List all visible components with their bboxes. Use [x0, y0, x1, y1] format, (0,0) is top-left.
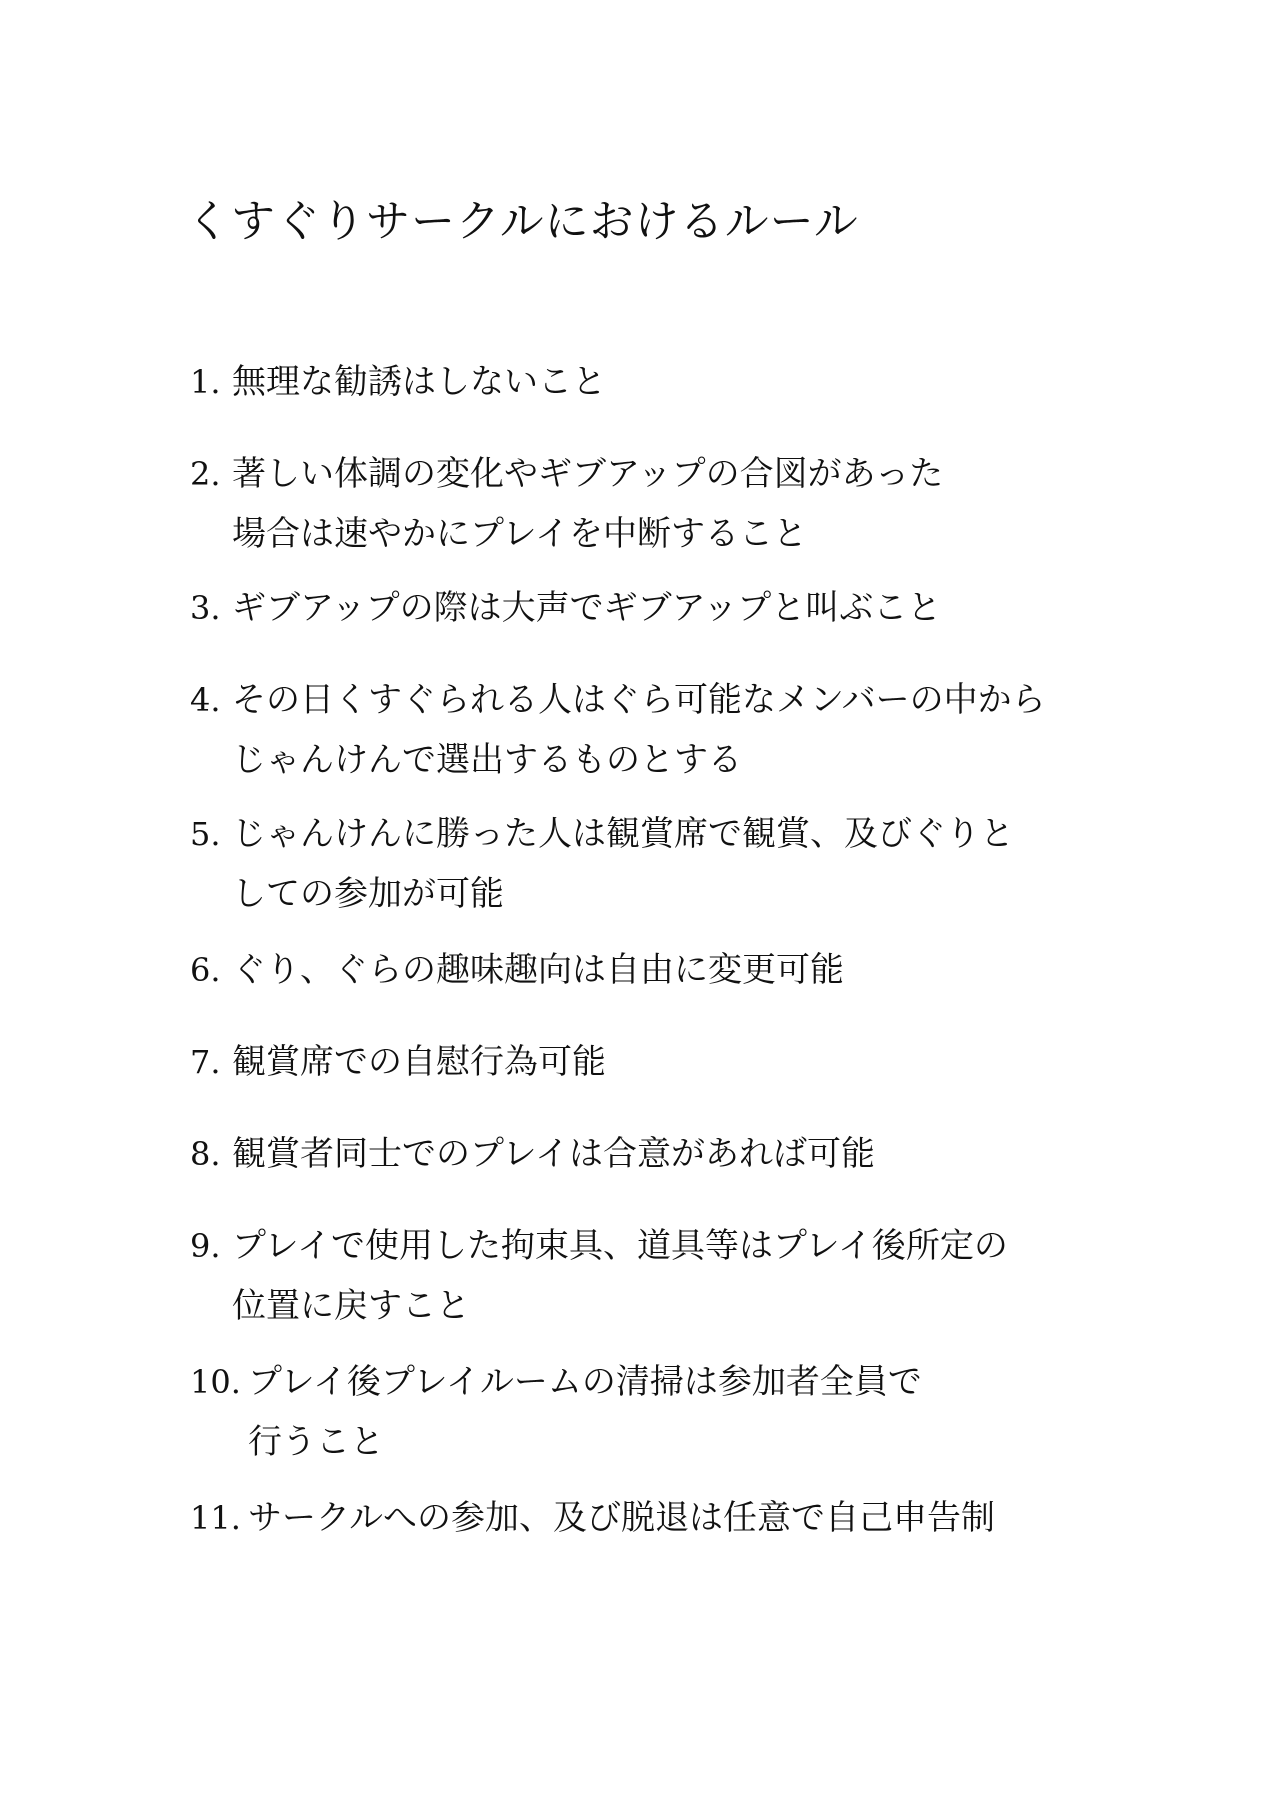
rule-line — [190, 670, 1046, 730]
rule-line — [190, 804, 1014, 864]
rule-text: プレイで使用した拘束具、道具等はプレイ後所定の — [232, 1226, 1008, 1266]
rule-item-7 — [190, 1032, 606, 1092]
rule-text: ぐり、ぐらの趣味趣向は自由に変更可能 — [232, 950, 844, 990]
rule-text: じゃんけんに勝った人は観賞席で観賞、及びぐりと — [232, 814, 1014, 854]
rule-text: 観賞者同士でのプレイは合意があれば可能 — [232, 1134, 875, 1174]
rule-text: 観賞席での自慰行為可能 — [232, 1042, 606, 1082]
rule-item-10 — [190, 1352, 922, 1472]
rule-number: 3. — [190, 589, 221, 627]
rule-line — [190, 578, 941, 638]
page-title: くすぐりサークルにおけるルール — [186, 196, 859, 247]
rule-number: 1. — [190, 363, 221, 401]
rule-line — [190, 1124, 875, 1184]
rule-line — [190, 1216, 1008, 1276]
rule-text: ギブアップの際は大声でギブアップと叫ぶこと — [232, 588, 942, 628]
rule-item-4 — [190, 670, 1046, 790]
rule-number: 10. — [190, 1363, 241, 1401]
rule-line-continued: 位置に戻すこと — [232, 1286, 470, 1326]
rule-number: 7. — [190, 1043, 221, 1081]
rule-item-3 — [190, 578, 941, 638]
rule-line-continued: じゃんけんで選出するものとする — [232, 740, 742, 780]
rule-item-11 — [190, 1488, 995, 1548]
rule-text: プレイ後プレイルームの清掃は参加者全員で — [248, 1362, 922, 1402]
rule-item-9 — [190, 1216, 1008, 1336]
rule-item-2 — [190, 444, 943, 564]
rule-number: 5. — [190, 815, 221, 853]
rule-line — [190, 1488, 995, 1548]
rule-line — [190, 1032, 606, 1092]
rule-line — [190, 940, 844, 1000]
rule-line-continued: 場合は速やかにプレイを中断すること — [232, 514, 807, 554]
rule-text: 著しい体調の変化やギブアップの合図があった — [232, 454, 944, 494]
rule-text: その日くすぐられる人はぐら可能なメンバーの中から — [232, 680, 1046, 720]
rule-number: 11. — [190, 1499, 241, 1537]
rule-item-5 — [190, 804, 1014, 924]
rule-item-1 — [190, 352, 606, 412]
rule-line — [190, 444, 943, 504]
rule-number: 8. — [190, 1135, 221, 1173]
rule-number: 4. — [190, 681, 221, 719]
rule-line — [190, 352, 606, 412]
rule-line-continued: 行うこと — [248, 1422, 384, 1462]
rule-item-8 — [190, 1124, 875, 1184]
rule-line — [190, 1352, 922, 1412]
rule-number: 6. — [190, 951, 221, 989]
rule-line-continued: しての参加が可能 — [232, 874, 504, 914]
rule-text: 無理な勧誘はしないこと — [232, 362, 606, 402]
rule-number: 9. — [190, 1227, 221, 1265]
rule-item-6 — [190, 940, 844, 1000]
rule-text: サークルへの参加、及び脱退は任意で自己申告制 — [248, 1498, 995, 1538]
rule-number: 2. — [190, 455, 221, 493]
